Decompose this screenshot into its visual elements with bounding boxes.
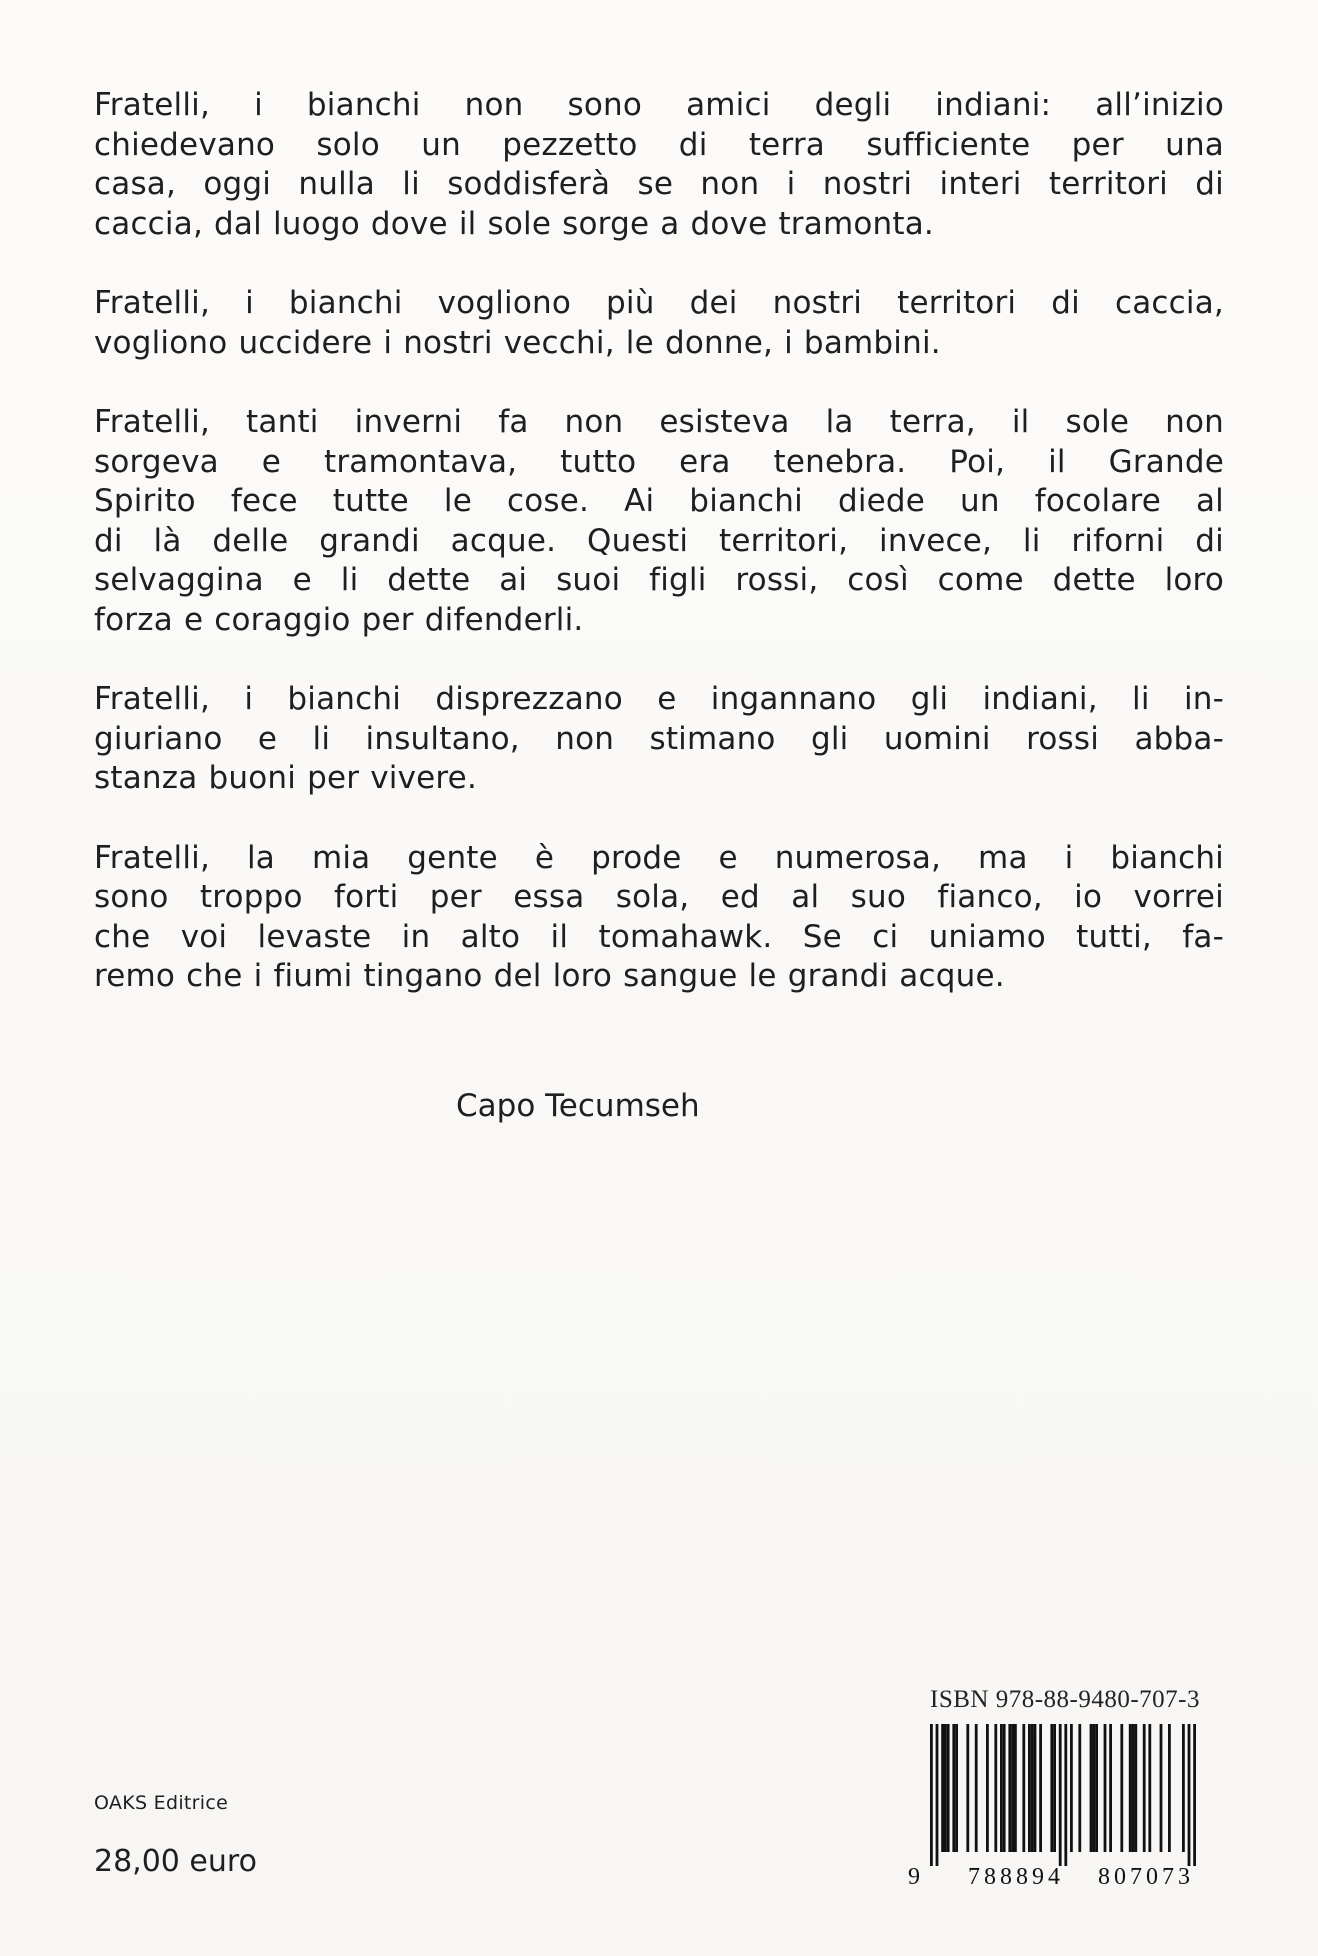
- barcode-graphic: [900, 1724, 1230, 1889]
- barcode-right-digits: 807073: [1098, 1864, 1194, 1889]
- barcode-bar: [1022, 1724, 1025, 1852]
- barcode-bar: [1039, 1724, 1042, 1852]
- text-line: stanza buoni per vivere.: [94, 760, 477, 796]
- barcode-first-digit: 9: [908, 1864, 920, 1889]
- text-line: selvaggina e li dette ai suoi figli rossi, così come dette loro: [94, 562, 1224, 598]
- publisher-name: OAKS Editrice: [94, 1792, 229, 1814]
- barcode-bar: [1120, 1724, 1123, 1852]
- text-line: caccia, dal luogo dove il sole sorge a dove tramonta.: [94, 205, 934, 242]
- barcode-bar: [1160, 1724, 1163, 1852]
- barcode-bar: [1132, 1724, 1135, 1852]
- paragraph-5: [94, 839, 1224, 997]
- paragraph-3: [94, 403, 1224, 640]
- barcode-bar: [1078, 1724, 1081, 1852]
- barcode-bar: [1059, 1724, 1062, 1866]
- barcode-bar: [1003, 1724, 1006, 1852]
- barcode-bar: [930, 1724, 933, 1866]
- barcode-bar: [1168, 1724, 1171, 1852]
- barcode-bar: [944, 1724, 947, 1852]
- text-line: Fratelli, la mia gente è prode e numerosa, ma i bianchi: [94, 839, 1224, 876]
- paragraph-2: [94, 284, 1224, 363]
- barcode-bar: [1095, 1724, 1098, 1852]
- barcode-bar: [1143, 1724, 1146, 1852]
- barcode-bar: [1070, 1724, 1073, 1852]
- barcode-bar: [1053, 1724, 1056, 1852]
- text-line: remo che i fiumi tingano del loro sangue le grandi acque.: [94, 958, 1005, 994]
- barcode-bar: [1014, 1724, 1017, 1852]
- barcode-bar: [1092, 1724, 1095, 1852]
- barcode-bar: [1134, 1724, 1137, 1852]
- price: 28,00 euro: [94, 1844, 257, 1879]
- barcode-bar: [1050, 1724, 1053, 1852]
- barcode-bar: [955, 1724, 958, 1852]
- text-line: casa, oggi nulla li soddisferà se non i nostri interi territori di: [94, 166, 1224, 202]
- text-line: sorgeva e tramontava, tutto era tenebra. Poi, il Grande: [94, 443, 1224, 480]
- barcode-bar: [966, 1724, 969, 1852]
- barcode-bar: [986, 1724, 989, 1852]
- text-line: vogliono uccidere i nostri vecchi, le donne, i bambini.: [94, 324, 941, 361]
- barcode-bar: [1028, 1724, 1031, 1852]
- text-line: Fratelli, tanti inverni fa non esisteva la terra, il sole non: [94, 404, 1224, 440]
- barcode-bar: [1000, 1724, 1003, 1852]
- isbn-label: ISBN 978-88-9480-707-3: [930, 1686, 1201, 1713]
- barcode-bar: [1034, 1724, 1037, 1852]
- barcode-bar: [952, 1724, 955, 1852]
- text-line: chiedevano solo un pezzetto di terra sufficiente per una: [94, 126, 1224, 163]
- text-line: che voi levaste in alto il tomahawk. Se ci uniamo tutti, fa-: [94, 918, 1224, 955]
- paragraph-1: [94, 86, 1224, 244]
- barcode-bar: [947, 1724, 950, 1852]
- barcode-bar: [1129, 1724, 1132, 1852]
- text-line: Fratelli, i bianchi disprezzano e ingannano gli indiani, li in-: [94, 681, 1224, 717]
- text-line: sono troppo forti per essa sola, ed al suo fianco, io vorrei: [94, 879, 1224, 915]
- text-line: forza e coraggio per difenderli.: [94, 601, 584, 638]
- barcode-bar: [1193, 1724, 1196, 1866]
- barcode: [900, 1724, 1230, 1889]
- barcode-bars: [930, 1724, 1196, 1866]
- barcode-bar: [1064, 1724, 1067, 1866]
- text-line: Fratelli, i bianchi non sono amici degli indiani: all’inizio: [94, 87, 1224, 123]
- barcode-bar: [1008, 1724, 1011, 1852]
- text-line: giuriano e li insultano, non stimano gli uomini rossi abba-: [94, 720, 1224, 757]
- barcode-bar: [1182, 1724, 1185, 1852]
- barcode-bar: [994, 1724, 997, 1852]
- text-line: Spirito fece tutte le cose. Ai bianchi diede un focolare al: [94, 483, 1224, 519]
- text-line: Fratelli, i bianchi vogliono più dei nostri territori di caccia,: [94, 285, 1224, 321]
- barcode-bar: [1011, 1724, 1014, 1852]
- barcode-bar: [941, 1724, 944, 1852]
- barcode-bar: [1031, 1724, 1034, 1852]
- barcode-bar: [1148, 1724, 1151, 1852]
- signature: Capo Tecumseh: [456, 1088, 700, 1124]
- barcode-bar: [936, 1724, 939, 1866]
- text-line: di là delle grandi acque. Questi territori, invece, li riforni di: [94, 522, 1224, 559]
- barcode-left-digits: 788894: [968, 1864, 1064, 1889]
- barcode-bar: [1109, 1724, 1112, 1852]
- barcode-bar: [1090, 1724, 1093, 1852]
- barcode-bar: [975, 1724, 978, 1852]
- barcode-bar: [1104, 1724, 1107, 1852]
- paragraph-4: [94, 680, 1224, 799]
- barcode-bar: [1188, 1724, 1191, 1866]
- quote-text: [94, 86, 1224, 1037]
